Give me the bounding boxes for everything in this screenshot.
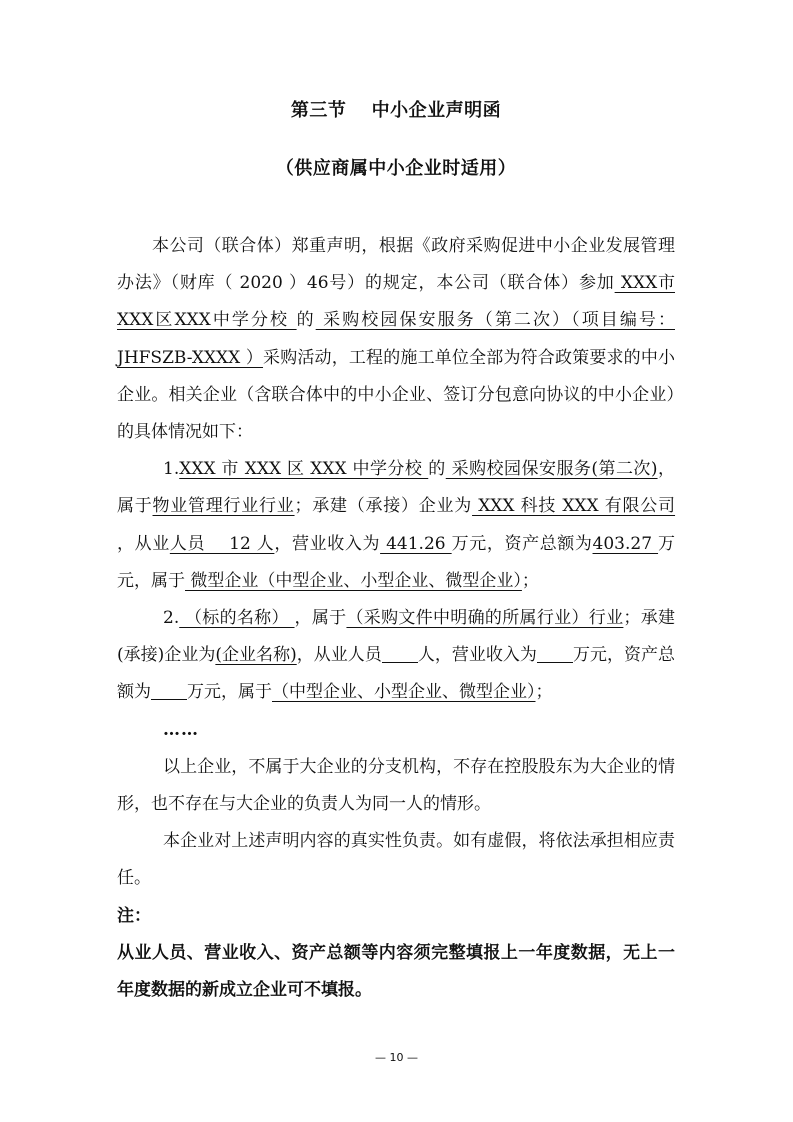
assets-field: 403.27	[592, 533, 659, 554]
intro-text: 本公司（联合体）郑重声明，根据《政府采购促进中小企业发展管理办法》（财库（ 2020 ）46号）的规定，本公司（联合体）参加	[117, 236, 675, 294]
note-text: 从业人员、营业收入、资产总额等内容须完整填报上一年度数据，无上一年度数据的新成立企业可不填报。	[117, 942, 675, 1001]
purchaser-field: XXX 市 XXX 区 XXX 中学分校	[179, 459, 429, 480]
item-text: ；承建(承接)企业为	[117, 608, 676, 666]
section-title: 第三节 中小企业声明函	[290, 100, 502, 121]
statement-paragraph: 以上企业，不属于大企业的分支机构，不存在控股股东为大企业的情形，也不存在与大企业的负责人为同一人的情形。	[117, 756, 675, 815]
item-number: 2.	[163, 608, 180, 629]
item-text: ，属于	[294, 608, 347, 629]
item-1	[117, 451, 675, 600]
item-text: ，从业	[117, 533, 170, 554]
revenue-field: 441.26	[380, 533, 452, 554]
company-field: (企业名称)	[215, 645, 297, 666]
assets-blank	[151, 681, 187, 700]
item-text: 万元，属于	[187, 682, 272, 703]
item-text: 万元，资产总额为	[117, 645, 676, 703]
intro-paragraph	[117, 228, 675, 451]
section-subtitle: （供应商属中小企业时适用）	[275, 158, 517, 179]
item-text: ；承建（承接）企业为	[294, 496, 473, 517]
item-text: 人，营业收入为	[417, 645, 537, 666]
responsibility-paragraph: 本企业对上述声明内容的真实性负责。如有虚假，将依法承担相应责任。	[117, 831, 675, 889]
intro-text: 的	[296, 310, 316, 331]
item-text: ，营业收入为	[274, 533, 381, 554]
item-2	[117, 600, 675, 712]
item-text: 万元，资产总额为	[451, 533, 593, 554]
employees-field: 人员 12 人	[169, 533, 275, 554]
item-text: ；	[521, 570, 539, 591]
purchaser-field: XXX市XXX区XXX中学分校	[117, 273, 675, 331]
item-text: ，属于	[117, 459, 676, 517]
item-text: ；	[535, 682, 553, 703]
size-field: 微型企业（中型企业、小型企业、微型企业）	[185, 570, 522, 591]
size-field: （中型企业、小型企业、微型企业）	[272, 682, 536, 703]
ellipsis: ……	[163, 719, 199, 740]
document-body	[117, 228, 675, 1009]
industry-field: 物业管理行业行业	[152, 496, 295, 517]
industry-field: （采购文件中明确的所属行业）行业	[346, 608, 624, 629]
page-number: — 10 —	[375, 1051, 418, 1064]
project-field: 采购校园保安服务（第二次）（项目编号：JHFSZB-XXXX ）	[117, 310, 675, 368]
company-field: XXX 科技 XXX 有限公司	[472, 496, 676, 517]
item-number: 1.	[163, 459, 180, 480]
employees-blank	[382, 644, 418, 663]
item-text: ，从业人员	[296, 645, 382, 666]
note-label: 注：	[117, 905, 151, 926]
intro-text: 采购活动，工程的施工单位全部为符合政策要求的中小企业。相关企业（含联合体中的中小企业、签订分包意向协议的中小企业）的具体情况如下：	[117, 347, 676, 443]
subject-field: （标的名称）	[179, 608, 295, 629]
project-field: 采购校园保安服务(第二次)	[445, 459, 658, 480]
revenue-blank	[537, 644, 573, 663]
item-text: 的	[428, 459, 446, 480]
item-text: 万元，属于	[117, 533, 676, 591]
